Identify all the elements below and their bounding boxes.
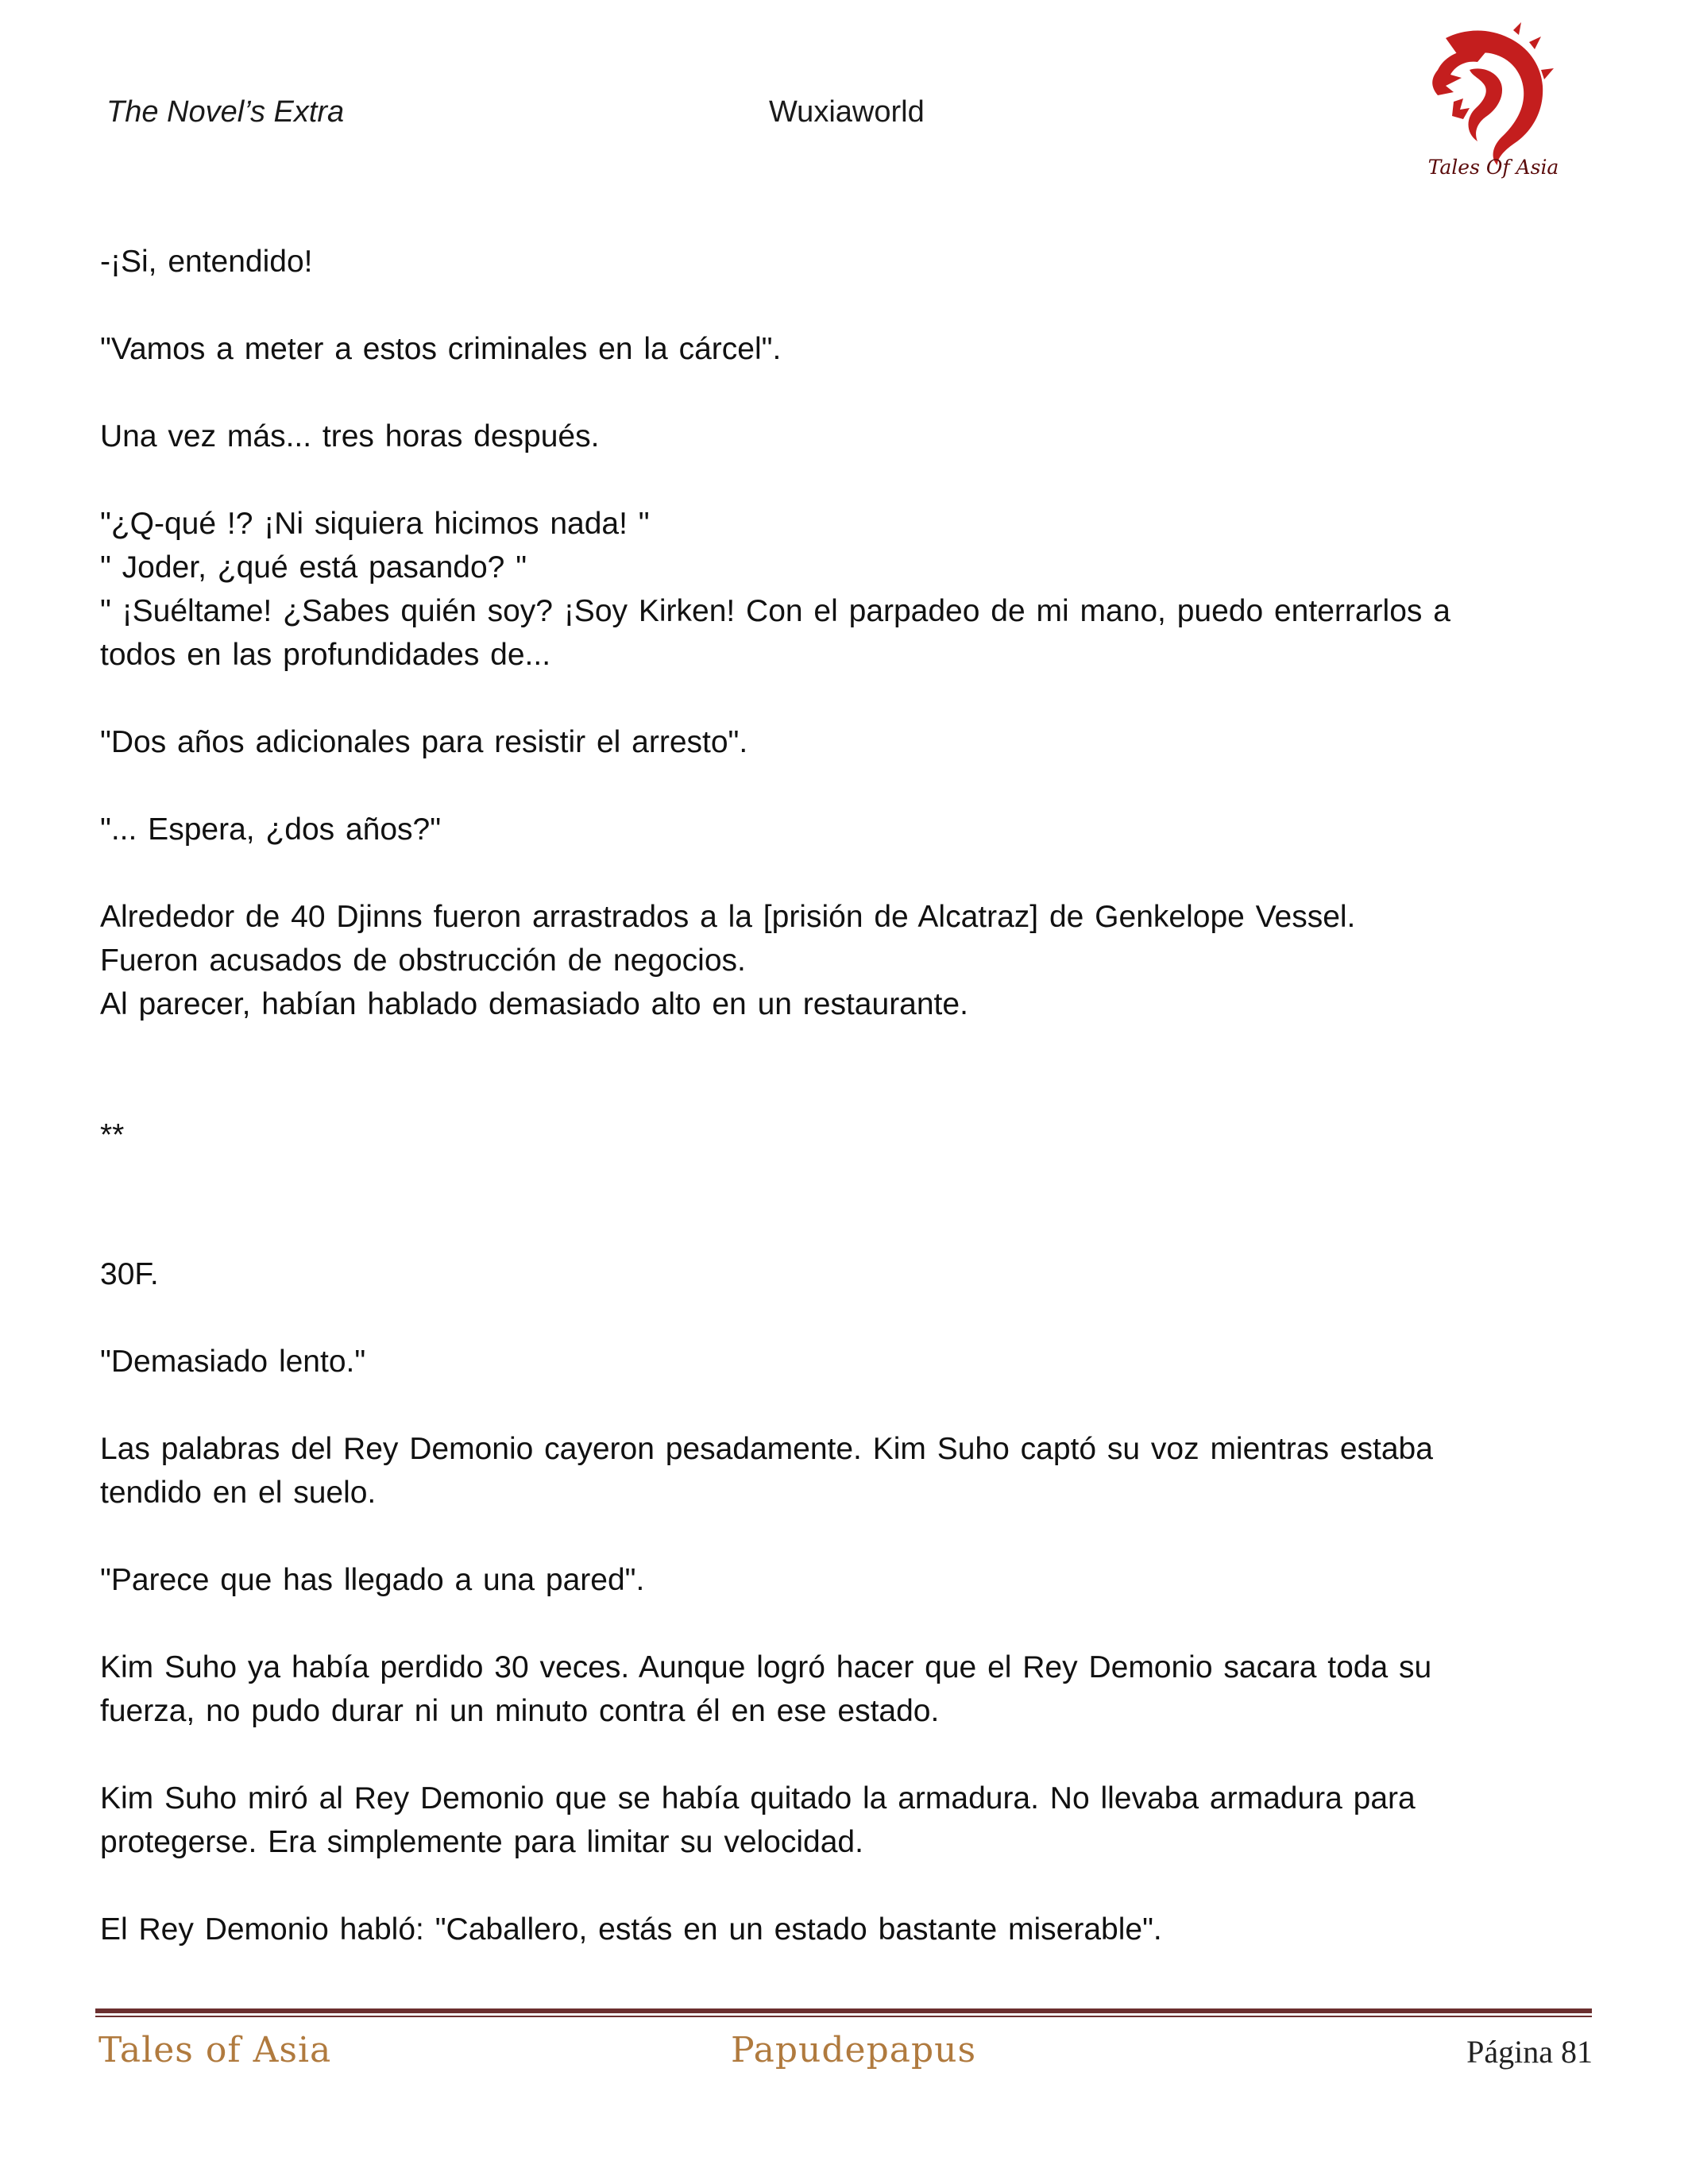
paragraph: -¡Si, entendido! — [100, 245, 313, 279]
page-number: Página 81 — [1466, 2034, 1593, 2070]
dialogue-line: " ¡Suéltame! ¿Sabes quién soy? ¡Soy Kirken! Con el parpadeo de mi mano, puedo enterrarlos a todos en las profundidades de... — [100, 594, 1450, 672]
paragraph: Una vez más... tres horas después. — [100, 419, 600, 453]
paragraph: "Demasiado lento." — [100, 1345, 366, 1379]
paragraph: El Rey Demonio habló: "Caballero, estás en un estado bastante miserable". — [100, 1912, 1162, 1947]
narration-line: Al parecer, habían hablado demasiado alto en un restaurante. — [100, 987, 968, 1021]
dialogue-line: "¿Q-qué !? ¡Ni siquiera hicimos nada! " — [100, 507, 650, 541]
paragraph: "Parece que has llegado a una pared". — [100, 1563, 645, 1597]
paragraph: "Dos años adicionales para resistir el arresto". — [100, 725, 748, 759]
paragraph: 30F. — [100, 1257, 159, 1291]
paragraph: Las palabras del Rey Demonio cayeron pesadamente. Kim Suho captó su voz mientras estaba tendido en el suelo. — [100, 1432, 1433, 1510]
narration-line: Alrededor de 40 Djinns fueron arrastrados a la [prisión de Alcatraz] de Genkelope Vessel. — [100, 900, 1356, 934]
footer-translator: Papudepapus — [731, 2030, 977, 2070]
footer-site-name: Tales of Asia — [98, 2030, 332, 2070]
logo-caption: Tales Of Asia — [1427, 156, 1559, 179]
paragraph: "... Espera, ¿dos años?" — [100, 812, 442, 847]
footer-divider-thin — [95, 2016, 1592, 2017]
paragraph: Kim Suho miró al Rey Demonio que se había quitado la armadura. No llevaba armadura para protegerse. Era simplemente para limitar su velocidad. — [100, 1781, 1416, 1859]
footer-divider-thick — [95, 2008, 1592, 2013]
narration-line: Fueron acusados de obstrucción de negocios. — [100, 943, 746, 978]
paragraph: "Vamos a meter a estos criminales en la cárcel". — [100, 332, 782, 366]
dialogue-line: " Joder, ¿qué está pasando? " — [100, 550, 527, 585]
source-title: Wuxiaworld — [769, 95, 925, 129]
scene-separator: ** — [100, 1118, 125, 1152]
page-header — [0, 0, 1688, 206]
page-body — [100, 240, 1514, 1995]
footer-divider — [95, 2008, 1592, 2018]
novel-title: The Novel’s Extra — [106, 95, 345, 129]
dialogue-block — [100, 502, 1514, 677]
paragraph: Kim Suho ya había perdido 30 veces. Aunque logró hacer que el Rey Demonio sacara toda su fuerza, no pudo durar ni un minuto contra él en ese estado. — [100, 1650, 1432, 1728]
narration-block — [100, 895, 1514, 1026]
